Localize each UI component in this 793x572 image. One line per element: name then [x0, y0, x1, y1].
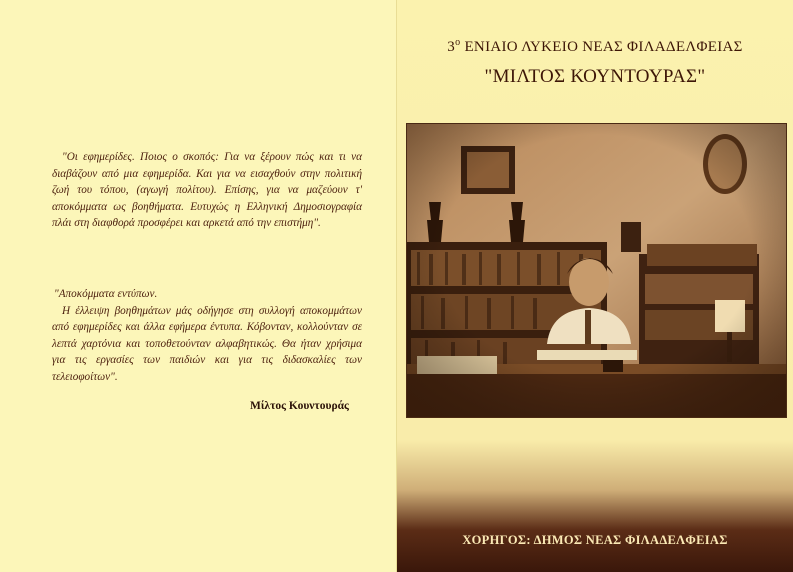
- sponsor-credit: ΧΟΡΗΓΟΣ: ΔΗΜΟΣ ΝΕΑΣ ΦΙΛΑΔΕΛΦΕΙΑΣ: [462, 533, 728, 547]
- school-name-rest: ΕΝΙΑΙΟ ΛΥΚΕΙΟ ΝΕΑΣ ΦΙΛΑΔΕΛΦΕΙΑΣ: [460, 39, 743, 55]
- quote-clippings-body: Η έλλειψη βοηθημάτων μάς οδήγησε στη συλλογή αποκομμάτων από εφημερίδες και άλλα εφήμερα έντυπα. Κόβονταν, κολλούνταν σε λεπτά χαρτόνια και τοποθετούνταν αλφαβητικώς. Θα ήταν χρήσιμα για τις εργασίες των παιδιών και για τις διδασκαλίες των τελειοφοίτων".: [52, 304, 362, 383]
- quote-clippings: [52, 286, 362, 386]
- page-title: "ΜΙΛΤΟΣ ΚΟΥΝΤΟΥΡΑΣ": [484, 66, 706, 87]
- school-name: [397, 37, 793, 56]
- school-number: 3: [447, 39, 456, 55]
- quote-clippings-title: "Αποκόμματα εντύπων.: [54, 288, 158, 300]
- photo-illustration: [407, 124, 786, 417]
- school-ordinal: ο: [455, 37, 461, 48]
- quote-newspapers-text: "Οι εφημερίδες. Ποιος ο σκοπός: Για να ξέρουν πώς και τι να διαβάζουν από μια εφημερίδα. Και για να εισαχθούν στην πολιτική ζωή του τόπου, (αγωγή πολίτου). Επίσης, για να μαζεύουν τ' αποκόμματα ως βοηθήματα. Ευτυχώς η Ελληνική Δημοσιογραφία πλάι στη διαφθορά προσφέρει και αρκετά από την επιστήμη".: [52, 151, 362, 230]
- portrait-photo: [407, 124, 786, 417]
- quote-newspapers: [52, 149, 362, 232]
- signature: Μίλτος Κουντουράς: [250, 400, 349, 412]
